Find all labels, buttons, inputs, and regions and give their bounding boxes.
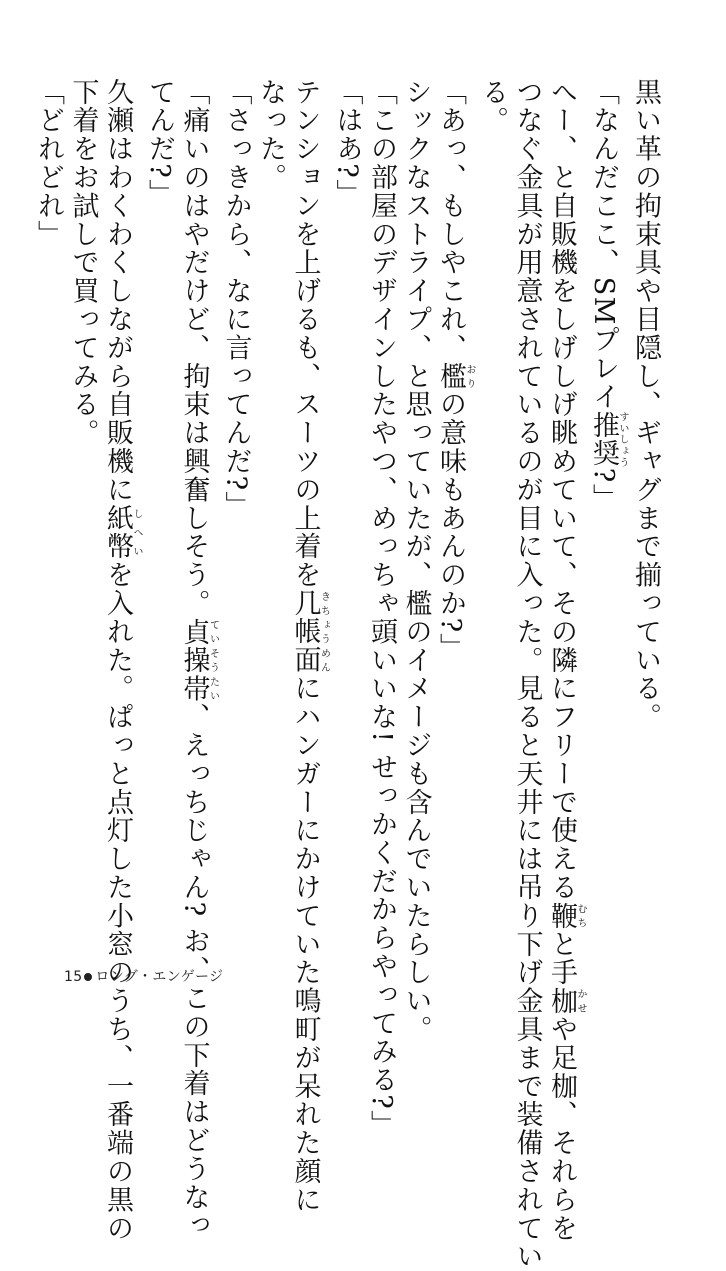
text-segment: 「さっきから、なに言ってんだ?」 <box>220 78 252 520</box>
ruby-word <box>588 410 628 468</box>
text-segment: へー、と自販機をしげしげ眺めていて、その隣にフリーで使える <box>546 78 577 902</box>
ruby-word <box>435 362 475 391</box>
ruby-reading: かせ <box>575 986 586 1016</box>
ruby-base: 貞操帯 <box>178 617 210 703</box>
ruby-reading: しへい <box>131 504 142 561</box>
ruby-reading: むち <box>575 901 586 930</box>
text-line <box>544 78 586 1243</box>
text-segment: ?」 <box>588 467 619 513</box>
ruby-reading: すいしょう <box>617 410 628 468</box>
ruby-base: 几帳面 <box>289 589 321 675</box>
text-segment: 、えっちじゃん? お、この下着はどうなっ <box>178 702 210 1240</box>
text-segment: なった。 <box>255 78 286 192</box>
ruby-reading: ていそうたい <box>207 617 219 703</box>
bullet-icon <box>84 973 92 981</box>
text-segment: る。 <box>477 78 508 135</box>
ruby-reading: おり <box>464 362 475 391</box>
ruby-base: 枷 <box>546 986 577 1016</box>
page-footer <box>64 968 223 986</box>
ruby-word <box>546 986 586 1016</box>
text-segment: テンションを上げるも、スーツの上着を <box>289 78 321 590</box>
text-line <box>253 78 288 968</box>
text-line <box>586 78 628 968</box>
text-segment: 久瀬はわくわくしながら自販機に <box>102 78 133 504</box>
text-segment: 「どれどれ」 <box>33 78 64 249</box>
text-segment: 「あっ、もしやこれ、 <box>435 78 466 362</box>
ruby-base: 推奨 <box>588 410 619 468</box>
text-line <box>287 78 330 1215</box>
text-segment: 「この部屋のデザインしたやつ、めっちゃ頭いいな! せっかくだからやってみる?」 <box>366 78 397 1139</box>
text-line <box>329 78 364 968</box>
text-segment: てんだ?」 <box>144 78 175 208</box>
text-segment: 黒い革の拘束具や目隠し、ギャグまで揃っている。 <box>630 78 661 732</box>
text-line <box>398 78 433 1044</box>
text-line <box>100 78 142 1243</box>
text-line <box>218 78 253 968</box>
ruby-word <box>102 504 142 561</box>
text-line <box>628 78 663 968</box>
text-line <box>65 78 100 968</box>
text-segment: シックなストライプ、と思っていたが、檻のイメージも含んでいたらしい。 <box>400 78 432 1044</box>
text-line <box>142 78 177 968</box>
text-segment: 「痛いのはやだけど、拘束は興奮しそう。 <box>178 78 210 618</box>
page-number: 15 <box>64 969 83 985</box>
text-segment: を入れた。ぱっと点灯した小窓のうち、一番端の黒の <box>102 560 133 1243</box>
text-segment: 「なんだここ、SMプレイ <box>588 78 619 411</box>
ruby-base: 鞭 <box>546 901 577 931</box>
text-segment: の意味もあんのか?」 <box>435 390 466 662</box>
text-segment: 下着をお試しで買ってみる。 <box>67 78 99 448</box>
ruby-word <box>546 901 586 931</box>
ruby-word <box>178 617 219 703</box>
text-segment: にハンガーにかけていた鳴町が呆れた顔に <box>289 674 321 1215</box>
text-segment: や足枷、それらを <box>546 1015 577 1243</box>
text-segment: つなぐ金具が用意されているのが目に入った。見ると天井には吊り下げ金具まで装備されてい <box>511 78 543 1271</box>
ruby-base: 檻 <box>435 362 466 391</box>
text-line <box>509 78 544 1271</box>
text-line <box>176 78 219 1240</box>
ruby-word <box>289 589 330 675</box>
text-line <box>433 78 475 968</box>
text-segment: と手 <box>546 930 577 987</box>
text-line <box>364 78 399 1139</box>
text-line <box>31 78 66 968</box>
text-line <box>475 78 510 968</box>
text-segment: 「はあ?」 <box>331 78 363 208</box>
ruby-base: 紙幣 <box>102 504 133 561</box>
ruby-reading: きちょうめん <box>318 589 330 675</box>
book-title: ロング・エンゲージ <box>95 969 224 985</box>
